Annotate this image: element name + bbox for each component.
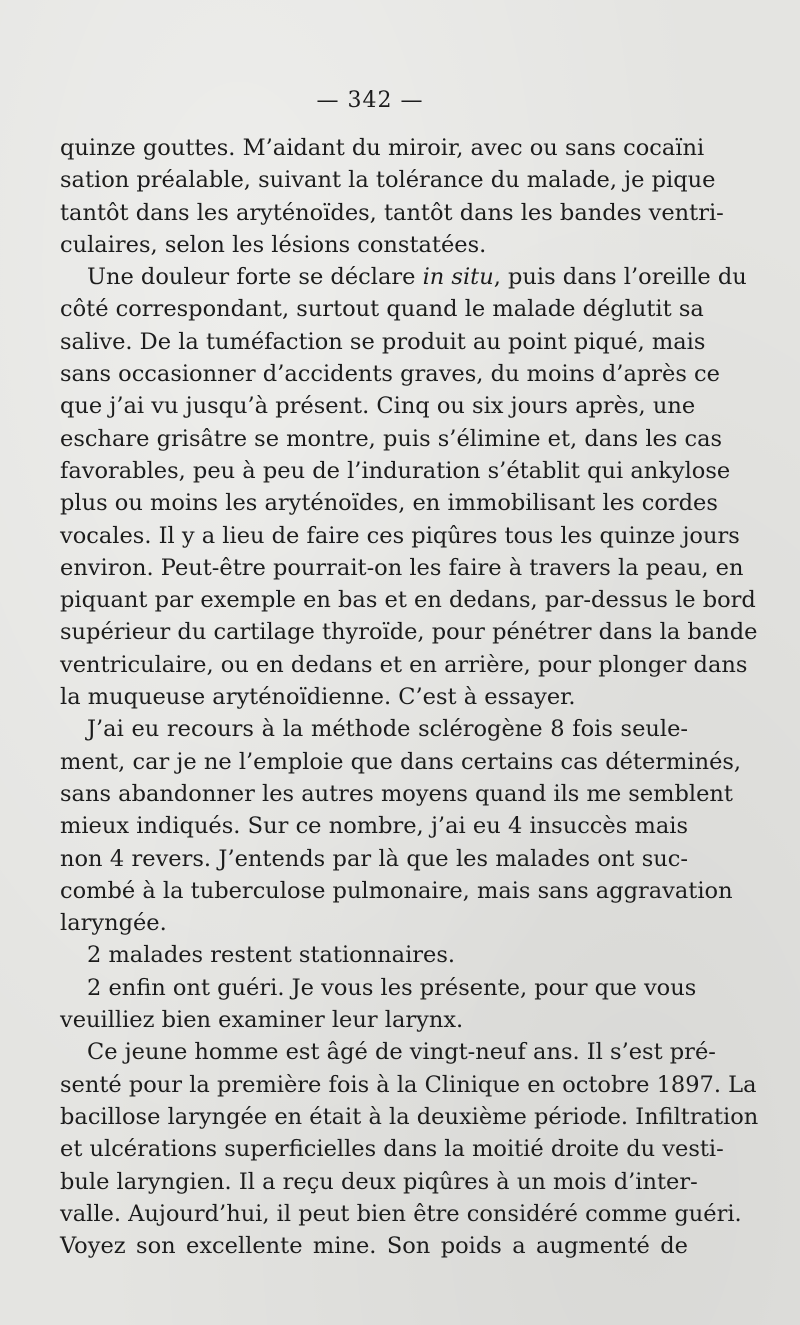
text-line: supérieur du cartilage thyroïde, pour pénétrer dans la bande bbox=[60, 619, 758, 646]
text-line: tantôt dans les aryténoïdes, tantôt dans les bandes ventri- bbox=[60, 199, 724, 226]
text-line: côté correspondant, surtout quand le malade déglutit sa bbox=[60, 296, 704, 323]
text-line: Ce jeune homme est âgé de vingt-neuf ans. Il s’est pré- bbox=[87, 1039, 716, 1066]
text-line: sation préalable, suivant la tolérance du malade, je pique bbox=[60, 167, 716, 194]
text-line: non 4 revers. J’entends par là que les malades ont suc- bbox=[60, 845, 688, 872]
italic-phrase: in situ bbox=[422, 264, 494, 291]
text-line: 2 malades restent stationnaires. bbox=[87, 942, 456, 969]
text-line: senté pour la première fois à la Clinique en octobre 1897. La bbox=[60, 1071, 757, 1098]
text-line: combé à la tuberculose pulmonaire, mais sans aggravation bbox=[60, 877, 733, 904]
text-line: valle. Aujourd’hui, il peut bien être considéré comme guéri. bbox=[60, 1200, 742, 1227]
text-line: mieux indiqués. Sur ce nombre, j’ai eu 4 insuccès mais bbox=[60, 813, 688, 840]
text-line: veuilliez bien examiner leur larynx. bbox=[60, 1007, 464, 1034]
text-line: eschare grisâtre se montre, puis s’élimine et, dans les cas bbox=[60, 425, 723, 452]
text-fragment: , puis dans l’oreille du bbox=[493, 264, 747, 291]
page-number: — 342 — bbox=[316, 88, 424, 113]
text-line: que j’ai vu jusqu’à présent. Cinq ou six jours après, une bbox=[60, 393, 696, 420]
text-line: vocales. Il y a lieu de faire ces piqûres tous les quinze jours bbox=[60, 522, 740, 549]
text-line: quinze gouttes. M’aidant du miroir, avec ou sans cocaïni bbox=[60, 135, 705, 161]
text-line: bacillose laryngée en était à la deuxième période. Infiltration bbox=[60, 1103, 759, 1130]
text-line: 2 enfin ont guéri. Je vous les présente, pour que vous bbox=[87, 974, 697, 1001]
text-line: Voyez son excellente mine. Son poids a augmenté de bbox=[60, 1233, 688, 1260]
text-line: ventriculaire, ou en dedans et en arrière, pour plonger dans bbox=[60, 651, 748, 678]
text-line: bule laryngien. Il a reçu deux piqûres à un mois d’inter- bbox=[60, 1168, 698, 1195]
text-line: sans occasionner d’accidents graves, du moins d’après ce bbox=[60, 361, 720, 388]
text-line: piquant par exemple en bas et en dedans, par-dessus le bord bbox=[60, 587, 756, 614]
text-line: plus ou moins les aryténoïdes, en immobilisant les cordes bbox=[60, 490, 718, 517]
text-line: laryngée. bbox=[60, 910, 167, 937]
text-line: favorables, peu à peu de l’induration s’établit qui ankylose bbox=[60, 457, 731, 484]
text-line: salive. De la tuméfaction se produit au point piqué, mais bbox=[60, 328, 706, 355]
text-fragment: Une douleur forte se déclare bbox=[87, 264, 423, 291]
body-text bbox=[60, 132, 759, 1262]
text-line: ment, car je ne l’emploie que dans certains cas déterminés, bbox=[60, 748, 742, 775]
text-line: la muqueuse aryténoïdienne. C’est à essayer. bbox=[60, 684, 576, 711]
text-line: culaires, selon les lésions constatées. bbox=[60, 231, 487, 258]
text-line: environ. Peut-être pourrait-on les faire à travers la peau, en bbox=[60, 554, 744, 581]
text-line-in-situ bbox=[60, 261, 747, 293]
text-line: J’ai eu recours à la méthode sclérogène 8 fois seule- bbox=[87, 716, 688, 743]
text-line: et ulcérations superficielles dans la moitié droite du vesti- bbox=[60, 1136, 724, 1163]
text-line: sans abandonner les autres moyens quand ils me semblent bbox=[60, 780, 733, 807]
